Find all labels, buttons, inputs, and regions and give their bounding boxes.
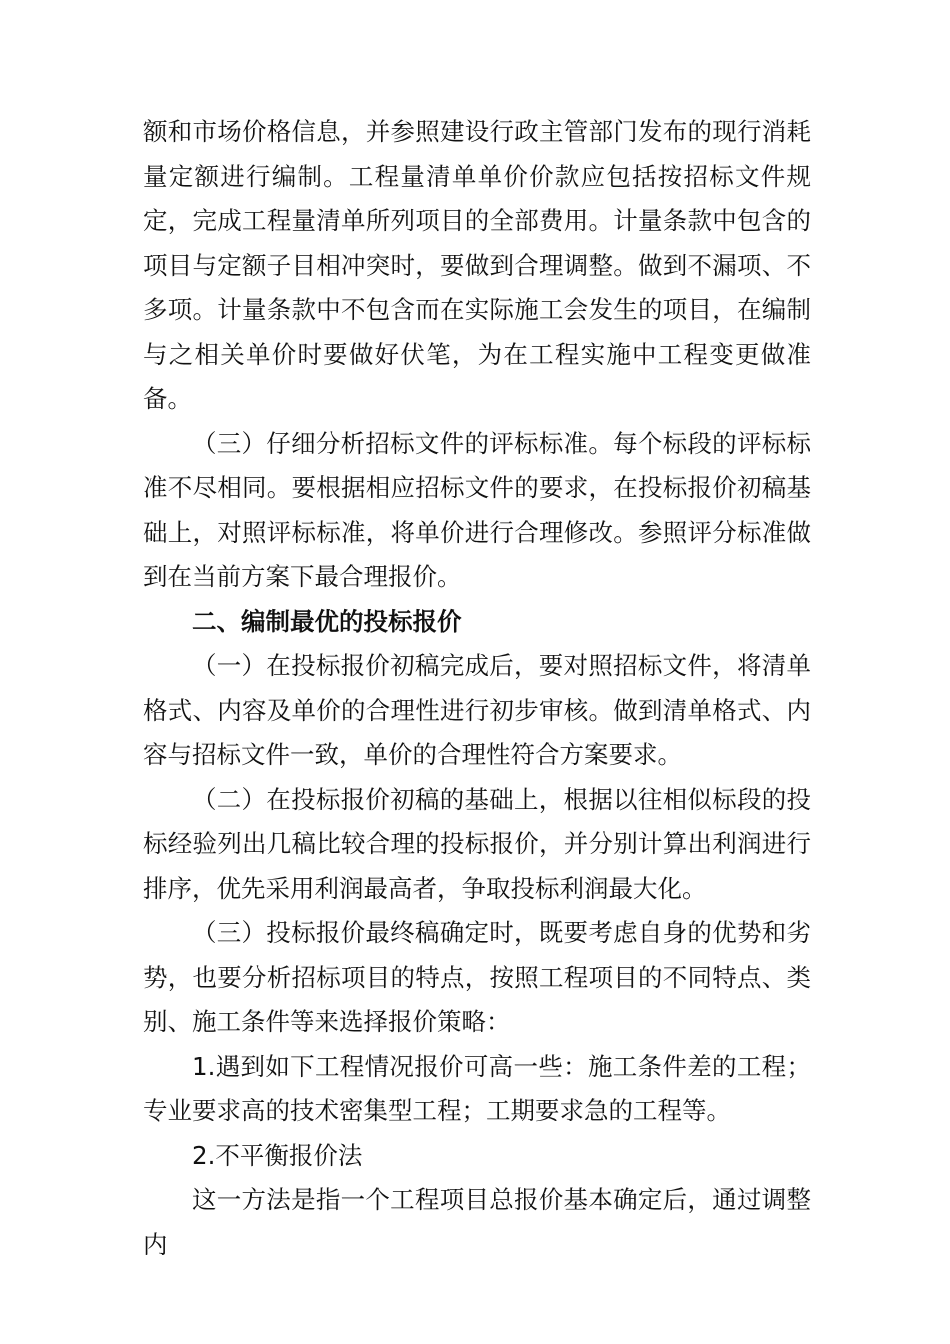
paragraph-item-two-unbalanced: 2.不平衡报价法 xyxy=(192,1140,363,1170)
paragraph-section-two-drafts: （二）在投标报价初稿的基础上，根据以往相似标段的投标经验列出几稿比较合理的投标报价，并分别计算出利润进行排序，优先采用利润最高者，争取投标利润最大化。 xyxy=(143,784,811,903)
paragraph-section-one-review: （一）在投标报价初稿完成后，要对照招标文件，将清单格式、内容及单价的合理性进行初步审核。做到清单格式、内容与招标文件一致，单价的合理性符合方案要求。 xyxy=(143,651,811,769)
section-heading-optimal-bid: 二、编制最优的投标报价 xyxy=(192,606,462,636)
document-body xyxy=(143,110,811,1267)
paragraph-section-three-evaluation: （三）仔细分析招标文件的评标标准。每个标段的评标标准不尽相同。要根据相应招标文件的要求，在投标报价初稿基础上，对照评标标准，将单价进行合理修改。参照评分标准做到在当前方案下最合理报价。 xyxy=(143,428,811,591)
paragraph-section-three-strategy: （三）投标报价最终稿确定时，既要考虑自身的优势和劣势，也要分析招标项目的特点，按照工程项目的不同特点、类别、施工条件等来选择报价策略： xyxy=(143,918,811,1036)
paragraph-item-one-higher-price: 1.遇到如下工程情况报价可高一些：施工条件差的工程；专业要求高的技术密集型工程；工期要求急的工程等。 xyxy=(143,1051,811,1125)
paragraph-unbalanced-method: 这一方法是指一个工程项目总报价基本确定后，通过调整内 xyxy=(143,1185,811,1259)
paragraph-continuation: 额和市场价格信息，并参照建设行政主管部门发布的现行消耗量定额进行编制。工程量清单单价价款应包括按招标文件规定，完成工程量清单所列项目的全部费用。计量条款中包含的项目与定额子目相冲突时，要做到合理调整。做到不漏项、不多项。计量条款中不包含而在实际施工会发生的项目，在编制与之相关单价时要做好伏笔，为在工程实施中工程变更做准备。 xyxy=(143,117,811,413)
